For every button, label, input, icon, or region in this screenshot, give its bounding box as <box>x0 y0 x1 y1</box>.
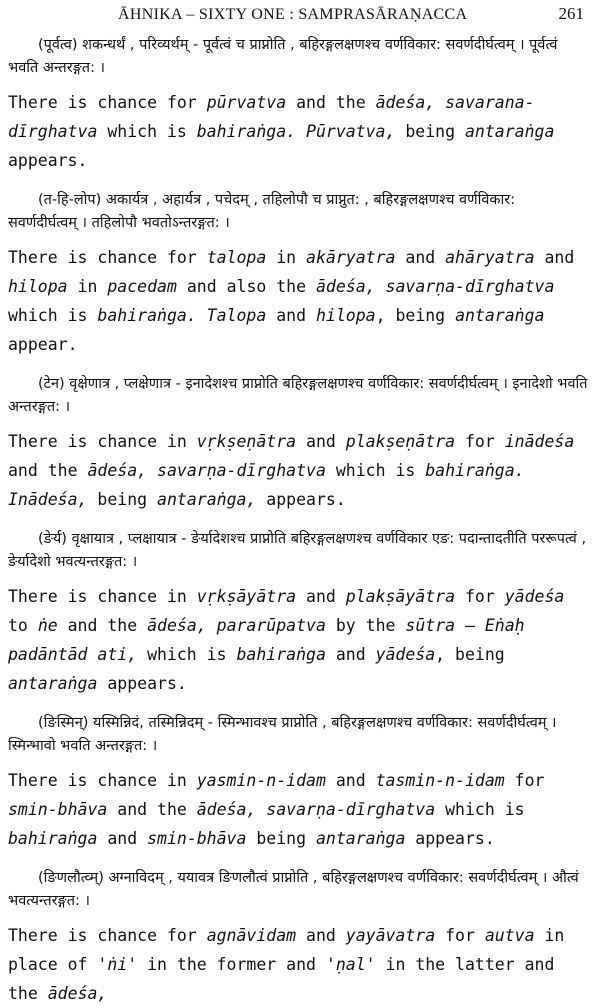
text-run: and <box>266 306 316 325</box>
english-translation <box>8 766 588 853</box>
text-run: in the latter and the <box>8 955 555 1003</box>
text-run: which is <box>97 122 197 141</box>
text-run: being <box>87 490 158 509</box>
italic-term: yādeśa <box>504 587 565 606</box>
text-run: There is chance in <box>8 432 197 451</box>
sanskrit-passage: (ङिस्मिन्) यस्मिन्निदं, तस्मिन्निदम् - स्मिन्भावश्च प्राप्नोति , बहिरङ्गलक्षणश्च वर्णविकार: सवर्णदीर्घत्वम् । स्मिन्भावो भवति अन्तरङ्गत: । <box>8 715 557 754</box>
text-run: which is <box>8 306 98 325</box>
text-run: and <box>395 248 446 267</box>
text-run: , being <box>435 645 505 664</box>
text-run: There is chance for <box>8 93 207 112</box>
text-run: appear. <box>8 335 78 354</box>
italic-term: bahiraṅga. Talopa <box>97 306 267 325</box>
text-run: and <box>296 926 346 945</box>
italic-term: yayāvatra <box>345 926 436 945</box>
text-run: which is <box>325 461 426 480</box>
italic-term: pacedam <box>107 277 177 296</box>
sanskrit-passage: (त-हि-लोप) अकार्यत्र , अहार्यत्र , पचेदम् , तहिलोपौ च प्राप्नुत: , बहिरङ्गलक्षणश्च वर्णविकार: सवर्णदीर्घत्वम् । तहिलोपौ भवतोऽन्तरङ्गत: । <box>8 192 516 231</box>
text-run: for <box>504 771 545 790</box>
text-run: , being <box>375 306 456 325</box>
page-number: 261 <box>558 4 584 23</box>
text-run: and <box>534 248 575 267</box>
running-head <box>8 4 588 24</box>
text-run: appears. <box>97 674 187 693</box>
italic-term: 'ṇal' <box>325 955 376 974</box>
text-run: in place of <box>8 926 565 974</box>
text-run: There is chance for <box>8 248 207 267</box>
italic-term: yādeśa <box>375 645 436 664</box>
italic-term: inādeśa <box>504 432 575 451</box>
text-run: and <box>325 645 376 664</box>
italic-term: bahiraṅga. Pūrvatva, <box>196 122 396 141</box>
text-run: and the <box>107 800 197 819</box>
italic-term: ādeśa, savarṇa-dīrghatva <box>196 800 436 819</box>
italic-term: pūrvatva <box>206 93 287 112</box>
italic-term: yasmin-n-idam <box>196 771 326 790</box>
italic-term: ādeśa, savarṇa-dīrghatva <box>315 277 555 296</box>
text-run: in <box>266 248 307 267</box>
italic-term: plakṣeṇātra <box>345 432 456 451</box>
italic-term: ādeśa, pararūpatva <box>147 616 326 635</box>
italic-term: ṅe <box>37 616 58 635</box>
page-content <box>8 34 588 1008</box>
running-title: ĀHNIKA – SIXTY ONE : SAMPRASĀRAṆACCA <box>118 6 468 23</box>
english-translation <box>8 427 588 514</box>
text-run: There is chance in <box>8 771 197 790</box>
text-run: being <box>246 829 316 848</box>
english-translation <box>8 582 588 698</box>
text-run: There is chance for <box>8 926 207 945</box>
text-run: and also the <box>176 277 316 296</box>
text-run: for <box>435 926 485 945</box>
sanskrit-passage: (ङिणलौत्व्म्) अग्नाविदम् , ययावत्र ङिणलौत्वं प्राप्नोति , बहिरङ्गलक्षणश्च वर्णविकार: सवर्णदीर्घत्वम् । औत्वं भवत्यन्तरङ्गत: । <box>8 870 579 909</box>
italic-term: vṛkṣeṇātra <box>196 432 297 451</box>
italic-term: ādeśa, savarana-dīrghatva <box>8 93 535 141</box>
text-run: and <box>325 771 376 790</box>
italic-term: akāryatra <box>306 248 396 267</box>
italic-term: bahiraṅga. Inādeśa, <box>8 461 525 509</box>
text-run: appears. <box>8 151 88 170</box>
italic-term: antaraṅga <box>315 829 406 848</box>
italic-term: hilopa <box>8 277 68 296</box>
italic-term: antaraṅga <box>464 122 555 141</box>
italic-term: antaraṅga, <box>157 490 257 509</box>
italic-term: talopa <box>206 248 267 267</box>
text-run: being <box>395 122 465 141</box>
text-run: appears. <box>405 829 495 848</box>
text-run: for <box>455 432 505 451</box>
italic-term: tasmin-n-idam <box>375 771 505 790</box>
italic-term: ahāryatra <box>445 248 535 267</box>
text-run: in the former and <box>137 955 326 974</box>
italic-term: ādeśa, <box>47 984 108 1003</box>
text-run: in <box>67 277 108 296</box>
text-run: and the <box>286 93 376 112</box>
italic-term: sūtra <box>405 616 456 635</box>
italic-term: plakṣāyātra <box>345 587 456 606</box>
italic-term: ādeśa, savarṇa-dīrghatva <box>87 461 326 480</box>
text-run: and the <box>57 616 148 635</box>
text-run: appears. <box>256 490 346 509</box>
english-translation <box>8 88 588 175</box>
italic-term: antaraṅga <box>455 306 545 325</box>
italic-term: smin-bhāva <box>8 800 108 819</box>
text-run: There is chance in <box>8 587 197 606</box>
italic-term: agnāvidam <box>206 926 297 945</box>
text-run: and the <box>8 461 88 480</box>
text-run: to <box>8 616 38 635</box>
text-run: and <box>296 587 346 606</box>
text-run: and <box>97 829 148 848</box>
italic-term: autva <box>484 926 535 945</box>
italic-term: smin-bhāva <box>147 829 247 848</box>
english-translation <box>8 921 588 1008</box>
sanskrit-passage: (टेन) वृक्षेणात्र , प्लक्षेणात्र - इनादेशश्च प्राप्नोति बहिरङ्गलक्षणश्च वर्णविकार: सवर्णदीर्घत्वम् । इनादेशो भवति अन्तरङ्गत: । <box>8 376 588 415</box>
text-run: which is <box>137 645 237 664</box>
italic-term: hilopa <box>315 306 376 325</box>
italic-term: 'ṅi' <box>97 955 138 974</box>
sanskrit-passage: (ङेर्य) वृक्षायात्र , प्लक्षायात्र - ङेर्यादेशश्च प्राप्नोति बहिरङ्गलक्षणश्च वर्णविकार एङ: पदान्तादतीति पररूपत्वं , ङेर्यादेशो भवत्यन्तरङ्गत: । <box>8 531 587 570</box>
italic-term: antaraṅga <box>8 674 98 693</box>
text-run: for <box>455 587 505 606</box>
italic-term: vṛkṣāyātra <box>196 587 297 606</box>
english-translation <box>8 243 588 359</box>
text-run: by the <box>325 616 406 635</box>
text-run: which is <box>435 800 525 819</box>
italic-term: Eṅaḥ padāntād ati, <box>8 616 525 664</box>
text-run: and <box>296 432 346 451</box>
italic-term: bahiraṅga <box>236 645 326 664</box>
sanskrit-passage: (पूर्वत्व) शकन्धर्थं , परिव्यर्थम् - पूर्वत्वं च प्राप्नोति , बहिरङ्गलक्षणश्च वर्णविकार: सवर्णदीर्घत्वम् । पूर्वत्वं भवति अन्तरङ्गत: । <box>8 37 558 76</box>
italic-term: bahiraṅga <box>8 829 98 848</box>
text-run: – <box>455 616 485 635</box>
